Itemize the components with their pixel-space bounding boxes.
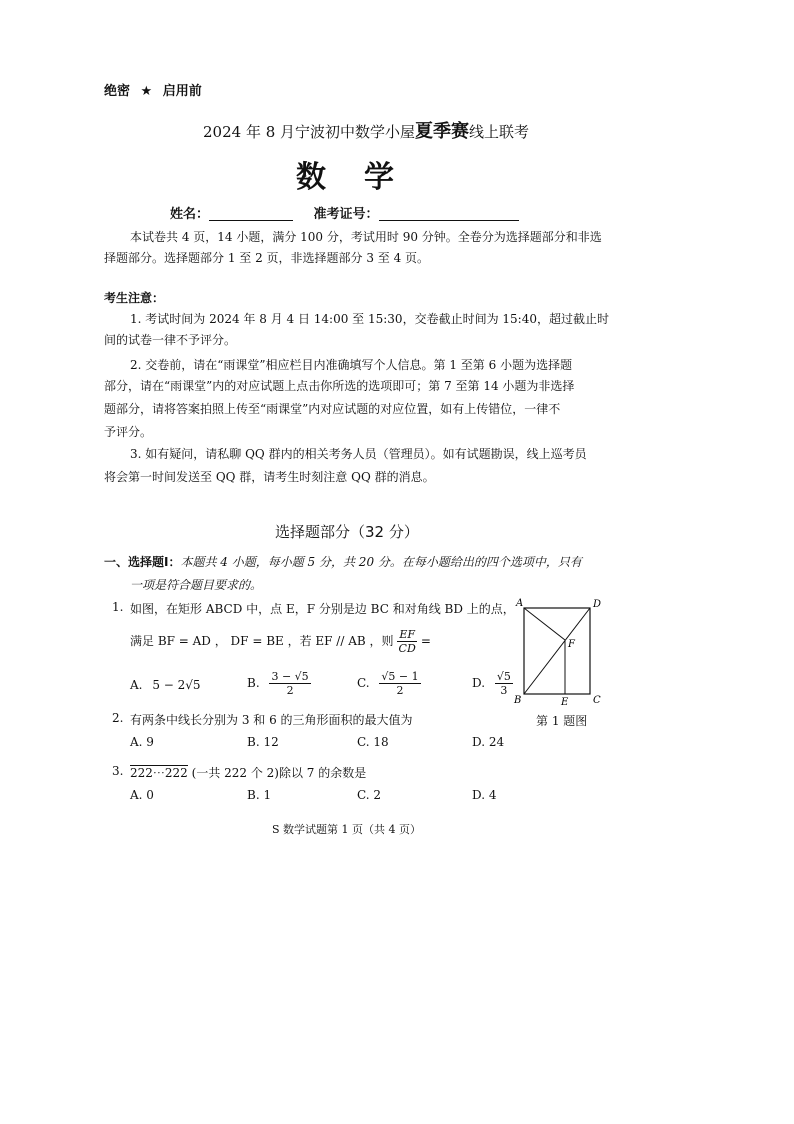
subtitle-summer-contest: 夏季赛	[415, 121, 470, 142]
secret-label: 绝密	[104, 84, 131, 99]
label-a: A	[516, 598, 524, 609]
name-field[interactable]	[209, 206, 293, 221]
q2-option-d[interactable]: D. 24	[472, 735, 505, 749]
exam-subtitle	[203, 117, 529, 143]
label-d: D	[593, 599, 602, 610]
q1-option-c[interactable]	[357, 670, 421, 697]
q1-option-c-num: √5 − 1	[381, 670, 419, 683]
part-heading	[104, 551, 604, 573]
q1-option-d-label: D.	[472, 676, 486, 690]
exam-id-field[interactable]	[379, 206, 519, 221]
part-desc-b: 一项是符合题目要求的。	[130, 578, 263, 592]
note-2-line-c: 题部分，请将答案拍照上传至“雨课堂”内对应试题的对应位置，如有上传错位，一律不	[104, 402, 561, 416]
segment-af	[524, 608, 565, 640]
q2-option-c[interactable]: C. 18	[357, 735, 389, 749]
note-3-line-b: 将会第一时间发送至 QQ 群，请考生时刻注意 QQ 群的消息。	[104, 470, 435, 484]
q2-option-a[interactable]: A. 9	[130, 735, 154, 749]
note-1-line-a: 1. 考试时间为 2024 年 8 月 4 日 14:00 至 15:30，交卷截止时间为 15:40，超过截止时	[130, 312, 609, 326]
q2-option-b[interactable]: B. 12	[247, 735, 279, 749]
diagonal-bd	[524, 608, 590, 694]
label-c: C	[593, 695, 601, 706]
q1-option-d[interactable]	[472, 670, 513, 697]
q1-text-a: 如图，在矩形 ABCD 中，点 E，F 分别是边 BC 和对角线 BD 上的点，	[130, 602, 515, 616]
page-footer: S 数学试题第 1 页（共 4 页）	[272, 823, 422, 836]
star-icon: ★	[140, 84, 153, 99]
exam-id-label: 准考证号：	[313, 207, 379, 222]
name-label: 姓名：	[170, 207, 210, 222]
q1-option-c-label: C.	[357, 676, 370, 690]
note-2-line-b: 部分，请在“雨课堂”内的对应试题上点击你所选的选项即可；第 7 至第 14 小题为非选择	[104, 379, 575, 393]
q3-number: 3.	[112, 764, 124, 778]
intro-line-1: 本试卷共 4 页，14 小题，满分 100 分，考试用时 90 分钟。全卷分为选择题部分和非选	[130, 230, 602, 244]
q3-digits: 222⋯222	[130, 766, 188, 780]
intro-line-2: 择题部分。选择题部分 1 至 2 页，非选择题部分 3 至 4 页。	[104, 251, 430, 265]
q1-option-d-den: 3	[500, 684, 508, 697]
candidate-info	[170, 203, 519, 222]
q1-option-a-label: A.	[130, 678, 143, 692]
q1-condition: 满足 BF = AD ， DF = BE ，若 EF // AB ，则	[130, 634, 394, 648]
q1-option-a-value: 5 − 2√5	[152, 678, 201, 692]
q1-figure-caption: 第 1 题图	[536, 714, 588, 728]
before-use-label: 启用前	[162, 84, 202, 99]
note-3-line-a: 3. 如有疑问，请私聊 QQ 群内的相关考务人员（管理员）。如有试题勘误，线上巡考员	[130, 447, 587, 461]
note-1-line-b: 间的试卷一律不予评分。	[104, 333, 237, 347]
note-2-line-d: 予评分。	[104, 425, 153, 439]
q1-option-b[interactable]	[247, 670, 311, 697]
q2-text: 有两条中线长分别为 3 和 6 的三角形面积的最大值为	[130, 713, 413, 727]
q3-option-d[interactable]: D. 4	[472, 788, 497, 802]
notes-heading: 考生注意：	[104, 291, 165, 305]
q2-number: 2.	[112, 711, 124, 725]
q1-option-c-den: 2	[396, 684, 404, 697]
q3-option-c[interactable]: C. 2	[357, 788, 382, 802]
subtitle-part-a: 2024 年 8 月宁波初中数学小屋	[203, 123, 416, 141]
q1-option-b-fraction	[269, 670, 310, 697]
q1-number: 1.	[112, 600, 124, 614]
q1-option-b-den: 2	[286, 684, 294, 697]
subtitle-part-c: 线上联考	[469, 123, 530, 141]
label-b: B	[514, 695, 522, 706]
q1-option-c-fraction	[379, 670, 420, 697]
note-2-line-a: 2. 交卷前，请在“雨课堂”相应栏目内准确填写个人信息。第 1 至第 6 小题为选择题	[130, 358, 573, 372]
page-title: 数 学	[296, 160, 398, 195]
part-label: 一、选择题Ⅰ：	[104, 555, 181, 569]
section-title: 选择题部分（32 分）	[275, 523, 419, 541]
q3-option-b[interactable]: B. 1	[247, 788, 272, 802]
q1-option-b-num: 3 − √5	[271, 670, 309, 683]
q1-option-b-label: B.	[247, 676, 260, 690]
confidential-mark	[104, 80, 202, 99]
q1-figure	[510, 596, 605, 708]
q1-frac-den: CD	[398, 642, 416, 655]
label-f: F	[568, 639, 575, 650]
q1-equals: =	[420, 634, 431, 648]
q1-text-b	[130, 628, 431, 655]
q3-text-rest: (一共 222 个 2)除以 7 的余数是	[191, 766, 367, 780]
label-e: E	[561, 697, 569, 708]
q1-frac-num: EF	[399, 628, 415, 641]
q1-fraction	[397, 628, 417, 655]
q3-text	[130, 764, 366, 781]
q1-option-d-num: √5	[496, 670, 511, 683]
part-desc-a: 本题共 4 小题，每小题 5 分，共 20 分。在每小题给出的四个选项中，只有	[180, 555, 582, 569]
q3-option-a[interactable]: A. 0	[130, 788, 154, 802]
q1-option-a[interactable]	[130, 678, 201, 692]
